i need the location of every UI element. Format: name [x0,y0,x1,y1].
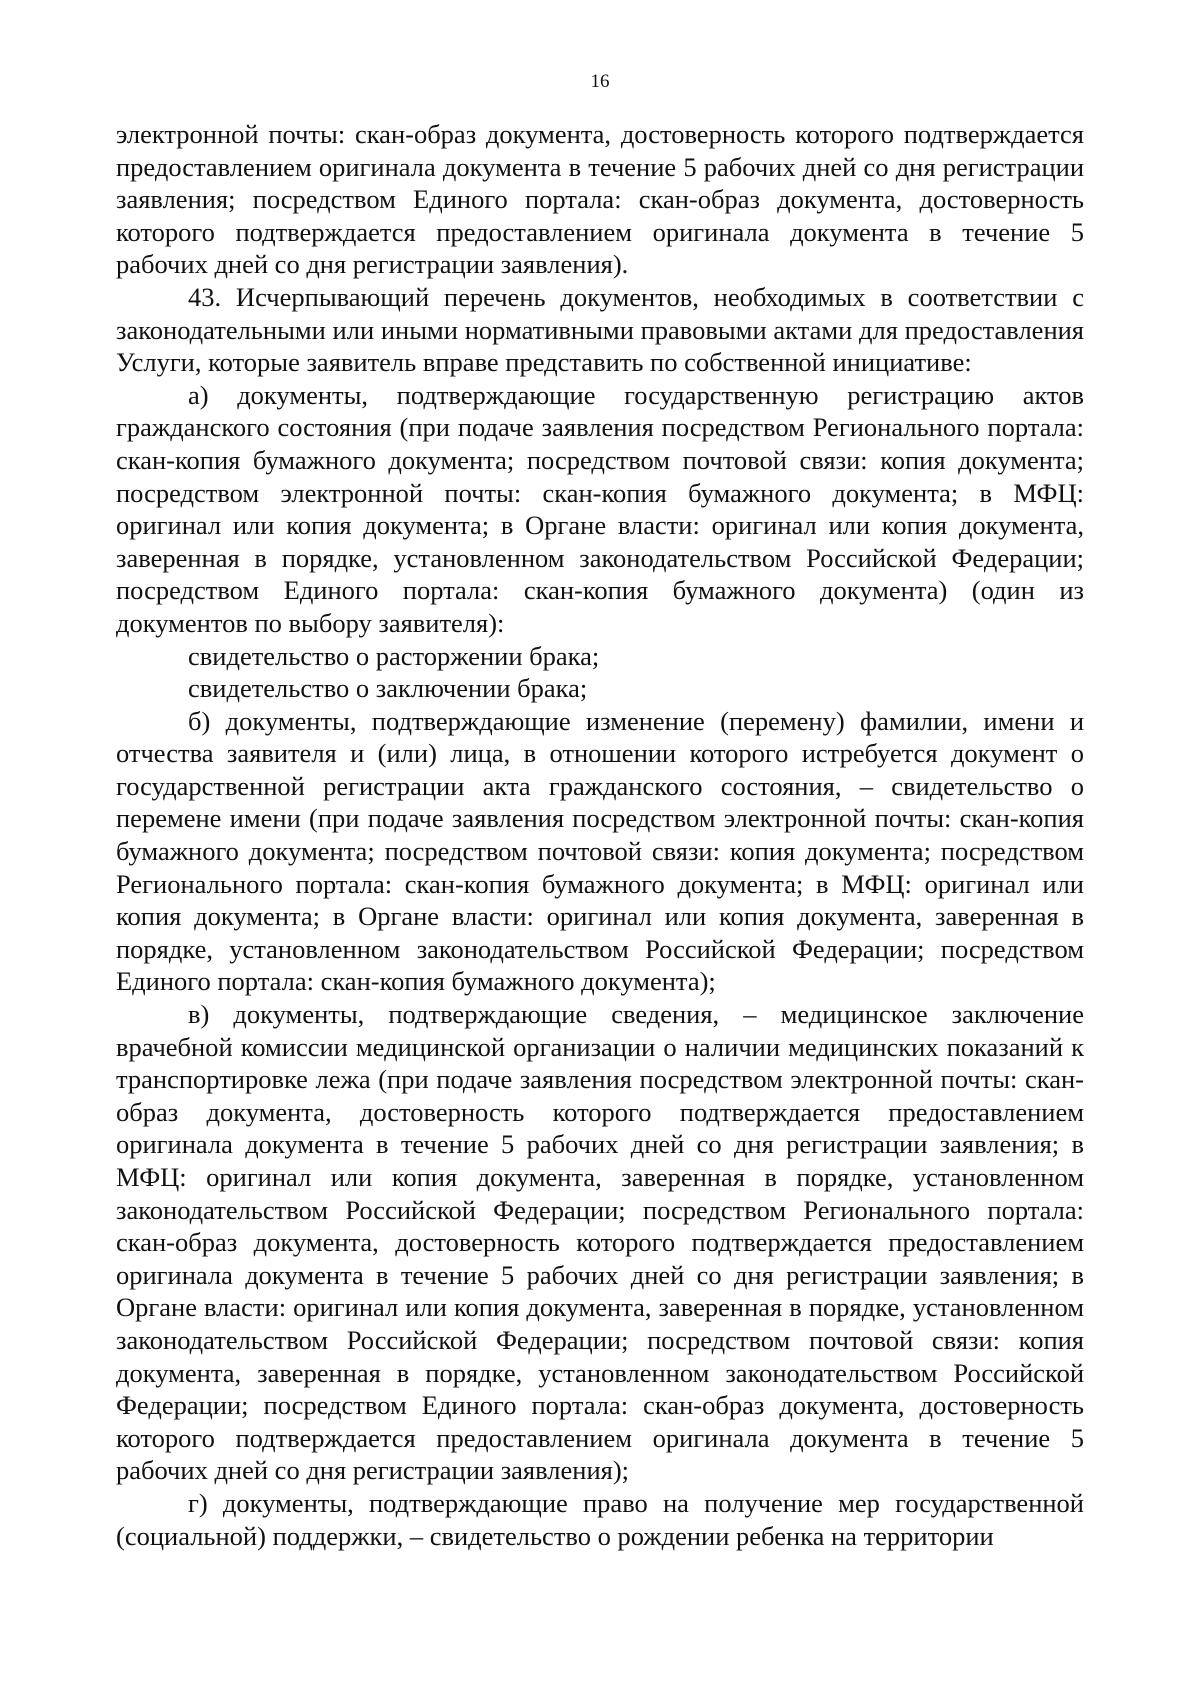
list-item-divorce-certificate: свидетельство о расторжении брака; [188,640,600,671]
paragraph-subitem-v: в) документы, подтверждающие сведения, – медицинское заключение врачебной комиссии медицинской организации о наличии медицинских показаний к транспортировке лежа (при подаче заявления посредством электронной почты: скан-образ документа, достоверность которого подтверждается предоставлением оригинала документа в течение 5 рабочих дней со дня регистрации заявления; в МФЦ: оригинал или копия документа, заверенная в порядке, установленном законодательством Российской Федерации; посредством Регионального портала: скан-образ документа, достоверность которого подтверждается предоставлением оригинала документа в течение 5 рабочих дней со дня регистрации заявления; в Органе власти: оригинал или копия документа, заверенная в порядке, установленном законодательством Российской Федерации; посредством почтовой связи: копия документа, заверенная в порядке, установленном законодательством Российской Федерации; посредством Единого портала: скан-образ документа, достоверность которого подтверждается предоставлением оригинала документа в течение 5 рабочих дней со дня регистрации заявления); [116,999,1084,1486]
paragraph-item-43: 43. Исчерпывающий перечень документов, необходимых в соответствии с законодательными или иными нормативными правовыми актами для предоставления Услуги, которые заявитель вправе представить по собственной инициативе: [116,281,1084,378]
list-item-marriage-certificate: свидетельство о заключении брака; [188,673,588,704]
paragraph-continuation: электронной почты: скан-образ документа, достоверность которого подтверждается предоставлением оригинала документа в течение 5 рабочих дней со дня регистрации заявления; посредством Единого портала: скан-образ документа, достоверность которого подтверждается предоставлением оригинала документа в течение 5 рабочих дней со дня регистрации заявления). [116,119,1084,280]
paragraph-subitem-a: а) документы, подтверждающие государственную регистрацию актов гражданского состояния (при подаче заявления посредством Регионального портала: скан-копия бумажного документа; посредством почтовой связи: копия документа; посредством электронной почты: скан-копия бумажного документа; в МФЦ: оригинал или копия документа; в Органе власти: оригинал или копия документа, заверенная в порядке, установленном законодательством Российской Федерации; посредством Единого портала: скан-копия бумажного документа) (один из документов по выбору заявителя): [116,379,1084,638]
page-number: 16 [590,71,610,92]
paragraph-subitem-b: б) документы, подтверждающие изменение (перемену) фамилии, имени и отчества заявителя и (или) лица, в отношении которого истребуется документ о государственной регистрации акта гражданского состояния, – свидетельство о перемене имени (при подаче заявления посредством электронной почты: скан-копия бумажного документа; посредством почтовой связи: копия документа; посредством Регионального портала: скан-копия бумажного документа; в МФЦ: оригинал или копия документа; в Органе власти: оригинал или копия документа, заверенная в порядке, установленном законодательством Российской Федерации; посредством Единого портала: скан-копия бумажного документа); [116,705,1084,997]
document-body [116,118,1084,1552]
paragraph-subitem-g: г) документы, подтверждающие право на получение мер государственной (социальной) поддержки, – свидетельство о рождении ребенка на территории [116,1487,1084,1551]
